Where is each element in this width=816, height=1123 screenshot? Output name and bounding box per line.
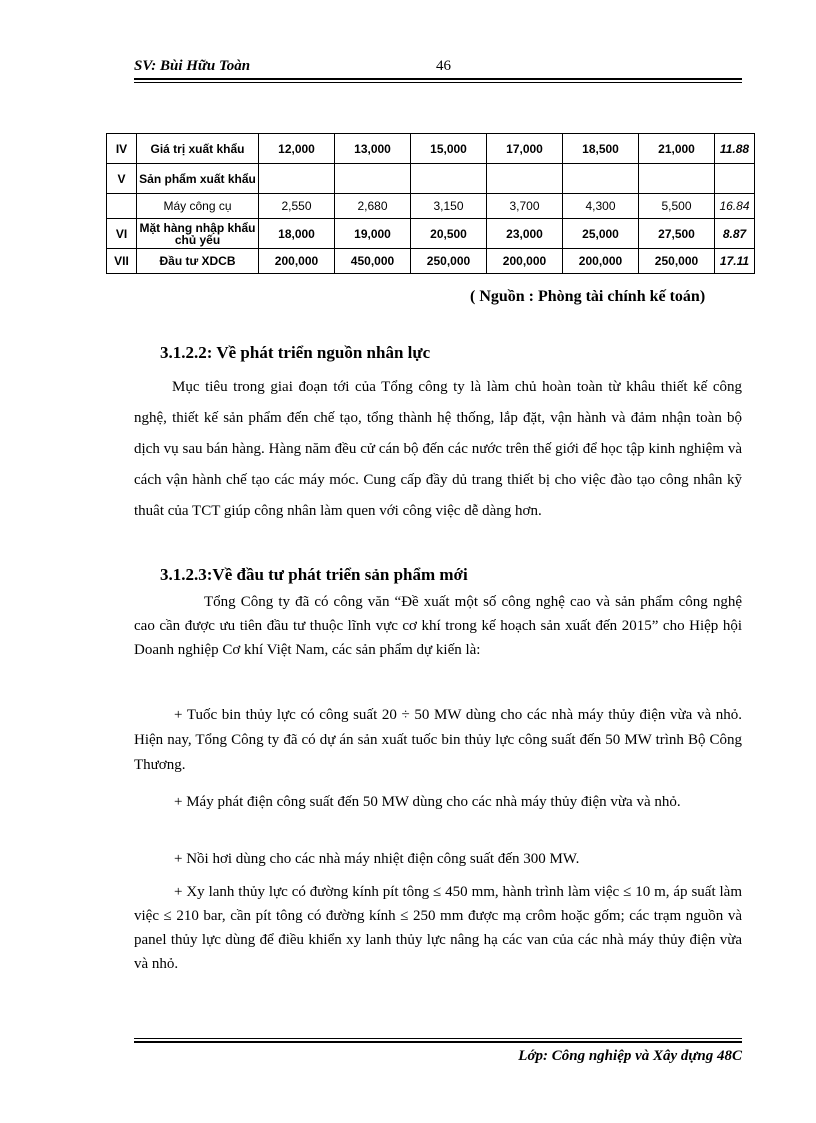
table-cell: 20,500: [411, 219, 487, 249]
table-cell: 450,000: [335, 249, 411, 274]
table-cell: 13,000: [335, 134, 411, 164]
footer-rule-thin: [134, 1038, 742, 1039]
growth-rate-cell: 17.11: [715, 249, 755, 274]
human-resources-paragraph: Mục tiêu trong giai đoạn tới của Tổng công ty là làm chủ hoàn toàn từ khâu thiết kế công nghệ, thiết kế sản phẩm đến chế tạo, tổng thành hệ thống, lắp đặt, vận hành và đảm nhận toàn bộ dịch vụ sau bán hàng. Hàng năm đều cử cán bộ đến các nước trên thế giới để học tập kinh nghiệm và cách vận hành chế tạo các máy móc. Cung cấp đầy dủ trang thiết bị cho việc đào tạo công nhân kỹ thuât của TCT giúp công nhân làm quen với công việc dễ dàng hơn.: [134, 379, 742, 519]
table-cell: 200,000: [563, 249, 639, 274]
table-cell: 2,680: [335, 194, 411, 219]
row-label: Giá trị xuất khẩu: [137, 134, 259, 164]
footer-rule: [134, 1041, 742, 1043]
table-cell: [487, 164, 563, 194]
new-products-intro: Tổng Công ty đã có công văn “Đề xuất một số công nghệ cao và sản phẩm công nghệ cao cần được ưu tiên đầu tư thuộc lĩnh vực cơ khí trong kế hoạch sản xuất đến 2015” cho Hiệp hội Doanh nghiệp Cơ khí Việt Nam, các sản phẩm dự kiến là:: [134, 594, 742, 658]
growth-rate-cell: 11.88: [715, 134, 755, 164]
table-cell: 200,000: [487, 249, 563, 274]
table-cell: 3,150: [411, 194, 487, 219]
table-cell: [259, 164, 335, 194]
product-list-item: + Xy lanh thủy lực có đường kính pít tông ≤ 450 mm, hành trình làm việc ≤ 10 m, áp suất làm việc ≤ 210 bar, cần pít tông có đường kính ≤ 250 mm được mạ crôm hoặc gốm; các trạm nguồn và panel thủy lực dùng để điều khiển xy lanh thủy lực nâng hạ các van của các nhà máy thủy điện vừa và nhỏ.: [134, 884, 742, 972]
table-cell: 27,500: [639, 219, 715, 249]
table-cell: 17,000: [487, 134, 563, 164]
row-label: Máy công cụ: [137, 194, 259, 219]
product-list-item: + Máy phát điện công suất đến 50 MW dùng cho các nhà máy thủy điện vừa và nhỏ.: [174, 794, 681, 810]
table-row: [107, 164, 755, 194]
table-cell: 23,000: [487, 219, 563, 249]
product-list-item: + Tuốc bin thủy lực có công suất 20 ÷ 50 MW dùng cho các nhà máy thủy điện vừa và nhỏ. Hiện nay, Tổng Công ty đã có dự án sản xuất tuốc bin thủy lực công suất đến 50 MW trình Bộ Công Thương.: [134, 707, 742, 773]
row-number: [107, 194, 137, 219]
table-cell: 18,000: [259, 219, 335, 249]
source-note: ( Nguồn : Phòng tài chính kế toán): [470, 288, 706, 305]
table-cell: 25,000: [563, 219, 639, 249]
row-label: Mặt hàng nhập khẩu chủ yếu: [137, 219, 259, 249]
header-rule-thin: [134, 82, 742, 83]
author-name: SV: Bùi Hữu Toàn: [134, 58, 251, 74]
table-cell: 15,000: [411, 134, 487, 164]
product-list-item: + Nồi hơi dùng cho các nhà máy nhiệt điện công suất đến 300 MW.: [174, 851, 580, 867]
page-header: [134, 58, 742, 82]
table-cell: 3,700: [487, 194, 563, 219]
table-cell: 200,000: [259, 249, 335, 274]
table-cell: 2,550: [259, 194, 335, 219]
table-row: [107, 219, 755, 249]
section-heading-human-resources: 3.1.2.2: Về phát triển nguồn nhân lực: [160, 343, 431, 362]
table-row: [107, 194, 755, 219]
growth-rate-cell: [715, 164, 755, 194]
page-number: 46: [436, 58, 451, 74]
forecast-table: [106, 133, 755, 274]
table-cell: 19,000: [335, 219, 411, 249]
row-label: Sản phẩm xuất khẩu: [137, 164, 259, 194]
row-number: VII: [107, 249, 137, 274]
table-cell: 250,000: [639, 249, 715, 274]
row-number: VI: [107, 219, 137, 249]
row-number: IV: [107, 134, 137, 164]
table-cell: [563, 164, 639, 194]
table-cell: 18,500: [563, 134, 639, 164]
row-number: V: [107, 164, 137, 194]
section-heading-new-products: 3.1.2.3:Về đầu tư phát triển sản phẩm mới: [160, 565, 468, 584]
table-cell: 4,300: [563, 194, 639, 219]
table-row: [107, 134, 755, 164]
row-label: Đầu tư XDCB: [137, 249, 259, 274]
table-row: [107, 249, 755, 274]
table-cell: [335, 164, 411, 194]
table-cell: 250,000: [411, 249, 487, 274]
page-footer: [134, 1038, 742, 1078]
class-name: Lớp: Công nghiệp và Xây dựng 48C: [518, 1048, 742, 1064]
table-cell: 12,000: [259, 134, 335, 164]
table-cell: [411, 164, 487, 194]
table-cell: [639, 164, 715, 194]
growth-rate-cell: 16.84: [715, 194, 755, 219]
header-rule: [134, 78, 742, 80]
table-cell: 21,000: [639, 134, 715, 164]
growth-rate-cell: 8.87: [715, 219, 755, 249]
table-cell: 5,500: [639, 194, 715, 219]
